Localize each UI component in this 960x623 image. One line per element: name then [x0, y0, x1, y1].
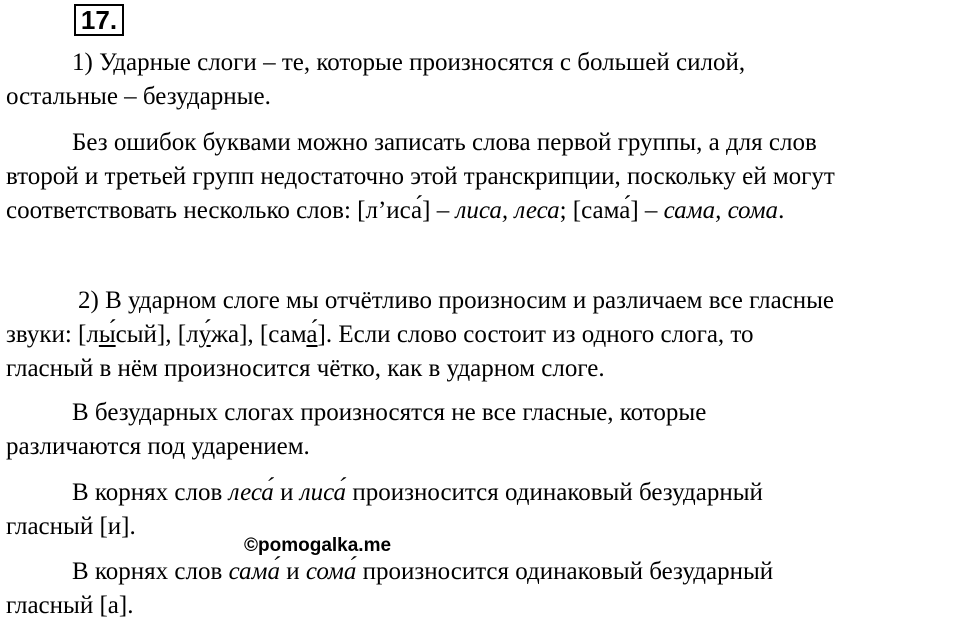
- paragraph-3-line-3: гласный в нём произносится чётко, как в ударном слоге.: [6, 355, 605, 382]
- text: ; [сама́] –: [559, 197, 664, 224]
- text: соответствовать несколько слов: [л’иса́] –: [6, 197, 456, 224]
- paragraph-1: [6, 46, 956, 114]
- text: сый], [л: [115, 321, 199, 348]
- italic-example: сома́: [305, 558, 357, 585]
- paragraph-4-line-1: В безударных слогах произносятся не все гласные, которые: [72, 399, 707, 426]
- paragraph-3-line-2: [6, 318, 956, 352]
- paragraph-2-line-3: [6, 194, 956, 228]
- italic-example: сама, сома: [663, 197, 779, 224]
- paragraph-6-line-2: гласный [а].: [6, 592, 134, 619]
- italic-example: лиса, леса: [455, 197, 560, 224]
- paragraph-5-line-2: гласный [и].: [6, 513, 136, 540]
- paragraph-4: [6, 396, 956, 464]
- paragraph-5: [6, 476, 956, 544]
- paragraph-5-line-1: [6, 476, 956, 510]
- text: .: [778, 197, 785, 224]
- underlined-vowel: у́: [198, 321, 211, 348]
- italic-example: сама́: [228, 558, 280, 585]
- exercise-number: 17.: [74, 4, 124, 36]
- text: и: [273, 479, 300, 506]
- text: звуки: [л: [6, 321, 99, 348]
- paragraph-2: [6, 126, 956, 228]
- paragraph-2-line-1: Без ошибок буквами можно записать слова первой группы, а для слов: [72, 129, 817, 156]
- text: и: [279, 558, 306, 585]
- paragraph-6-line-1: [6, 555, 956, 589]
- paragraph-3: [6, 284, 956, 386]
- underlined-vowel: а́: [306, 321, 318, 348]
- italic-example: лиса́: [299, 479, 347, 506]
- text: ]. Если слово состоит из одного слога, то: [317, 321, 754, 348]
- watermark: ©pomogalka.me: [244, 535, 392, 556]
- italic-example: леса́: [228, 479, 274, 506]
- text: произносится одинаковый безударный: [356, 558, 774, 585]
- paragraph-3-line-1: 2) В ударном слоге мы отчётливо произносим и различаем все гласные: [78, 287, 835, 314]
- text: В корнях слов: [72, 479, 229, 506]
- paragraph-4-line-2: различаются под ударением.: [6, 433, 310, 460]
- text: жа], [сам: [210, 321, 307, 348]
- text: В корнях слов: [72, 558, 229, 585]
- paragraph-2-line-2: второй и третьей групп недостаточно этой транскрипции, поскольку ей могут: [6, 163, 835, 190]
- paragraph-1-line-2: остальные – безударные.: [6, 83, 271, 110]
- text: произносится одинаковый безударный: [346, 479, 763, 506]
- underlined-vowel: ы́: [98, 321, 116, 348]
- paragraph-1-line-1: 1) Ударные слоги – те, которые произносятся с большей силой,: [72, 49, 746, 76]
- paragraph-6: [6, 555, 956, 623]
